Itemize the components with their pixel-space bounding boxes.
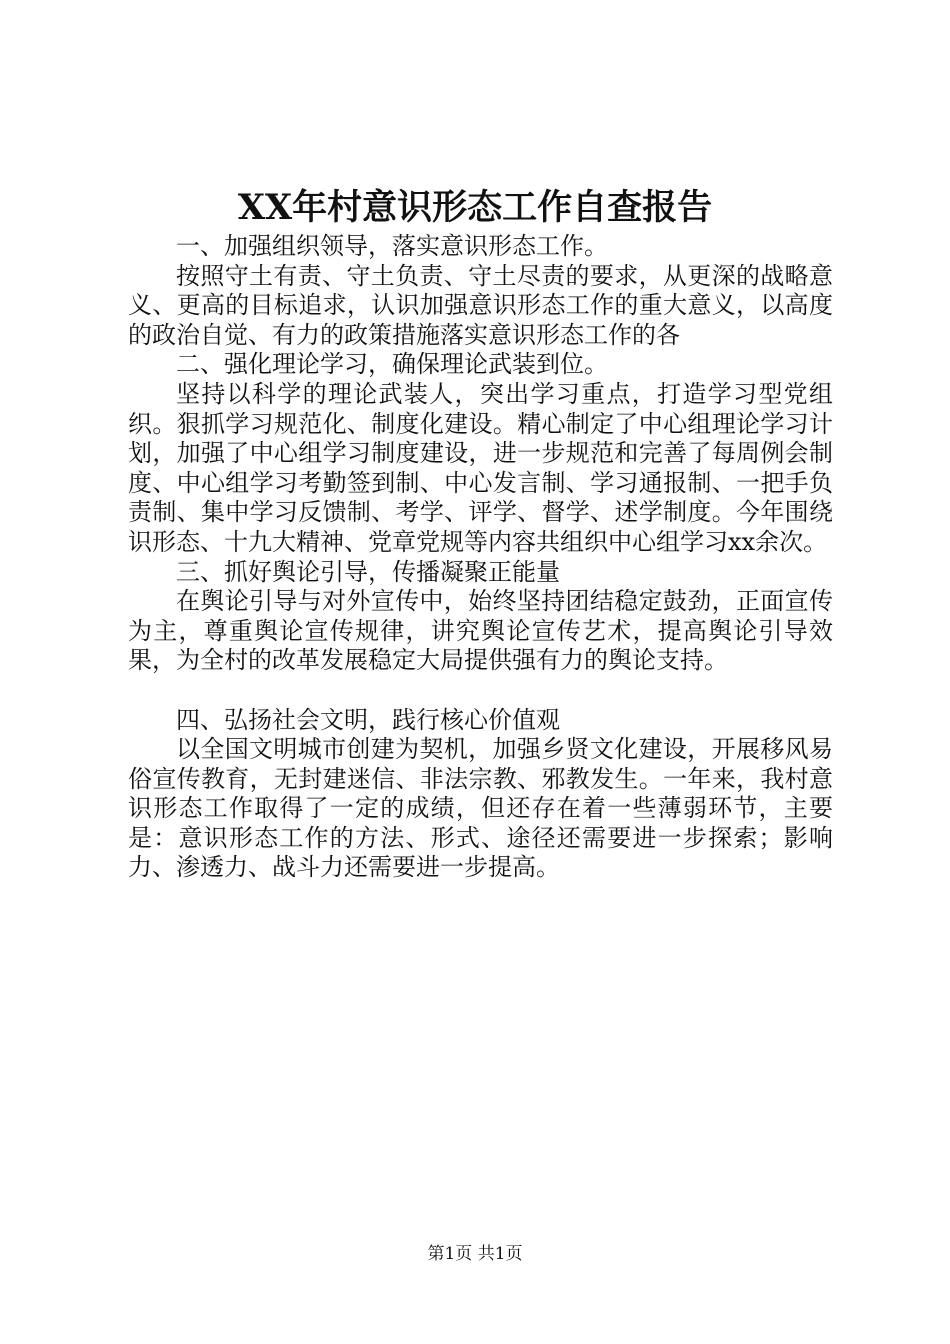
section-1-paragraph: 按照守土有责、守土负责、守土尽责的要求，从更深的战略意义、更高的目标追求，认识加强意识形态工作的重大意义，以高度的政治自觉、有力的政策措施落实意识形态工作的各 bbox=[128, 261, 833, 349]
section-4-paragraph: 以全国文明城市创建为契机，加强乡贤文化建设，开展移风易俗宣传教育，无封建迷信、非法宗教、邪教发生。一年来，我村意识形态工作取得了一定的成绩，但还存在着一些薄弱环节，主要是：意识形态工作的方法、形式、途径还需要进一步探索；影响力、渗透力、战斗力还需要进一步提高。 bbox=[128, 735, 833, 882]
document-title: XX年村意识形态工作自查报告 bbox=[237, 187, 713, 228]
section-3-paragraph: 在舆论引导与对外宣传中，始终坚持团结稳定鼓劲，正面宣传为主，尊重舆论宣传规律，讲究舆论宣传艺术，提高舆论引导效果，为全村的改革发展稳定大局提供强有力的舆论支持。 bbox=[128, 587, 833, 675]
section-2-heading: 二、强化理论学习，确保理论武装到位。 bbox=[176, 350, 608, 379]
section-1-heading: 一、加强组织领导，落实意识形态工作。 bbox=[176, 232, 608, 260]
page-number-footer: 第1页 共1页 bbox=[427, 1244, 523, 1264]
paragraph-spacer bbox=[128, 676, 833, 706]
section-4-heading: 四、弘扬社会文明，践行核心价值观 bbox=[176, 705, 560, 734]
section-3-heading: 三、抓好舆论引导，传播凝聚正能量 bbox=[176, 557, 560, 586]
document-body bbox=[128, 232, 833, 883]
section-2-paragraph: 坚持以科学的理论武装人，突出学习重点，打造学习型党组织。狠抓学习规范化、制度化建设。精心制定了中心组理论学习计划，加强了中心组学习制度建设，进一步规范和完善了每周例会制度、中心组学习考勤签到制、中心发言制、学习通报制、一把手负责制、集中学习反馈制、考学、评学、督学、述学制度。今年围绕识形态、十九大精神、党章党规等内容共组织中心组学习xx余次。 bbox=[128, 379, 833, 556]
